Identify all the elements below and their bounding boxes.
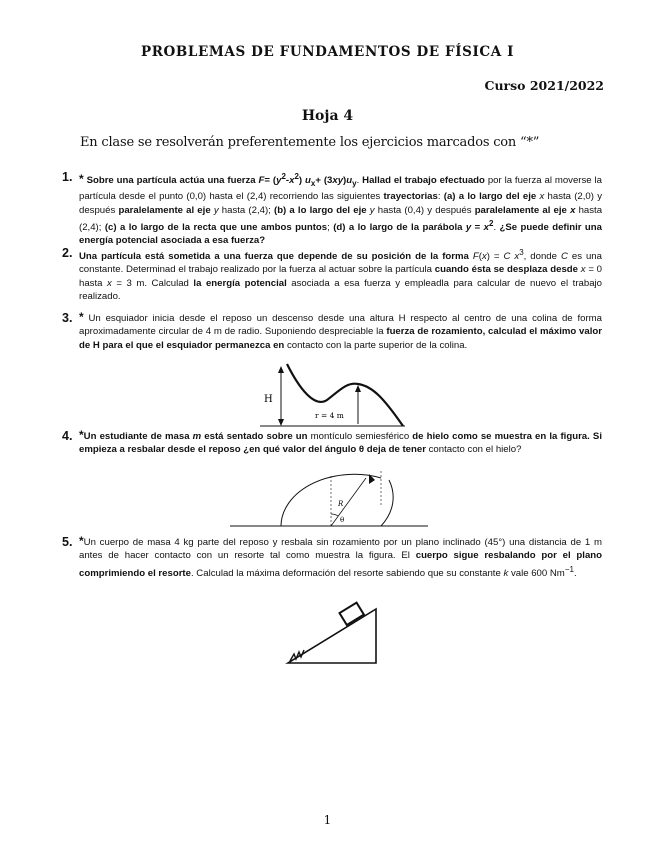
- problem-2-number: 2.: [62, 246, 73, 260]
- igloo-figure: [228, 470, 430, 530]
- hill-figure: [255, 360, 410, 428]
- ski-slope-curve: [287, 364, 403, 426]
- problem-5-number: 5.: [62, 535, 73, 549]
- problem-3-star: *: [79, 310, 84, 324]
- course-year: Curso 2021/2022: [484, 78, 604, 93]
- angle-label: θ: [340, 516, 345, 524]
- radius-label: R: [338, 500, 344, 508]
- problem-4-text: *Un estudiante de masa m está sentado sobre un montículo semiesférico de hielo como se muestra en la figura. Si empieza a resbalar desde el reposo ¿en qué valor del ángulo θ deja de tener contacto con el hielo?: [79, 428, 602, 456]
- problem-4-number: 4.: [62, 429, 73, 443]
- problem-3-number: 3.: [62, 311, 73, 325]
- radius-label: r = 4 m: [315, 411, 344, 420]
- document-title: PROBLEMAS DE FUNDAMENTOS DE FÍSICA I: [140, 44, 515, 60]
- problem-3-text: * Un esquiador inicia desde el reposo un descenso desde una altura H respecto al centro de una colina de forma aproximadamente circular de 4 m de radio. Suponiendo despreciable la fuerza de rozamiento, calculad el máximo valor de H para el que el esquiador permanezca en contacto con la parte superior de la colina.: [79, 310, 602, 351]
- height-arrowhead-down: [278, 419, 284, 426]
- radius-line: [331, 478, 366, 526]
- incline-figure: [284, 601, 380, 669]
- angle-arc: [331, 514, 338, 516]
- height-label: H: [264, 394, 273, 405]
- problem-1-number: 1.: [62, 170, 73, 184]
- problem-2-text: Una partícula está sometida a una fuerza que depende de su posición de la forma F(x) = C $x^3$, donde C es una constante. Determinad el trabajo realizado por la fuerza al actuar sobre la partícula cuando ésta se desplaza desde x = 0 hasta x = 3 m. Calculad la energía potencial asociada a esa fuerza y empleadla para calcular de nuevo el trabajo realizado.: [79, 248, 603, 303]
- spring: [290, 650, 304, 661]
- block-group: [339, 603, 363, 625]
- radius-arrowhead: [355, 385, 361, 392]
- intro-text: En clase se resolverán preferentemente los ejercicios marcados con “*”: [80, 135, 540, 150]
- problem-5-text: *Un cuerpo de masa 4 kg parte del reposo y resbala sin rozamiento por un plano inclinado (45°) una distancia de 1 m antes de hacer contacto con un resorte tal como muestra la figura. El cuerpo sigue resbalando por el plano comprimiendo el resorte. Calculad la máxima deformación del resorte sabiendo que su constante k vale 600 $Nm^{-1}$.: [79, 534, 603, 579]
- sheet-title: Hoja 4: [301, 108, 354, 124]
- problem-4-star: *: [79, 428, 84, 442]
- height-arrowhead-up: [278, 366, 284, 373]
- page-number: 1: [323, 813, 332, 827]
- problem-1-text: * Sobre una partícula actúa una fuerza $F= (y^2-x^2)$ $u_x+ (3xy)u_y$. Hallad el trabajo efectuado por la fuerza al moverse la partícula desde el punto (0,0) hasta el (2,4) recorriendo las siguientes trayectorias: (a) a lo largo del eje x hasta (2,0) y después paralelamente al eje y hasta (2,4); (b) a lo largo del eje y hasta (0,4) y después paralelamente al eje x hasta (2,4); (c) a lo largo de la recta que une ambos puntos; (d) a lo largo de la parábola $y = x^2$. ¿Se puede definir una energía potencial asociada a esa fuerza?: [79, 172, 603, 247]
- problem-5-star: *: [79, 534, 84, 548]
- sliding-block: [339, 603, 363, 625]
- problem-1-star: *: [79, 172, 84, 187]
